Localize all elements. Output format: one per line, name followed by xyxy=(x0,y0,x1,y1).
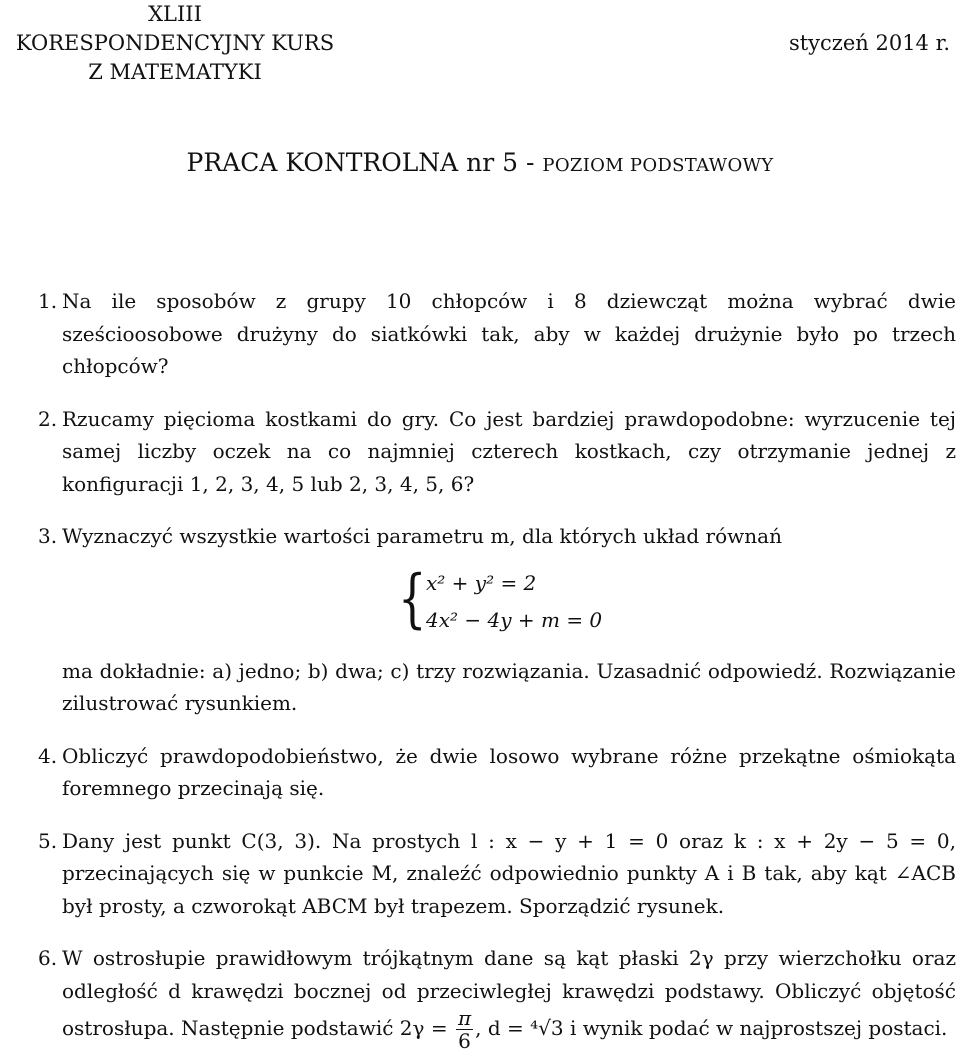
title-main: PRACA KONTROLNA nr 5 - xyxy=(186,148,543,177)
problem-2 xyxy=(38,403,956,501)
problem-5 xyxy=(38,825,956,923)
problem-number: 4. xyxy=(38,743,58,768)
problem-text: Wyznaczyć wszystkie wartości parametru m, dla których układ równań xyxy=(62,524,782,548)
equation-1: x² + y² = 2 xyxy=(426,570,537,595)
problem-number: 5. xyxy=(38,828,58,853)
brace-glyph: { xyxy=(398,561,427,636)
problem-text: Rzucamy pięcioma kostkami do gry. Co jest bardziej prawdopodobne: wyrzucenie tej samej liczby oczek na co najmniej czterech kostkach, czy otrzymanie jednej z konfiguracji 1, 2, 3, 4, 5 lub 2, 3, 4, 5, 6? xyxy=(62,406,956,496)
problem-text: W ostrosłupie prawidłowym trójkątnym dane są kąt płaski 2γ przy wierzchołku oraz odległość d krawędzi bocznej od przeciwległej krawędzi podstawy. Obliczyć objętość ostrosłupa. Następnie podstawić 2γ = xyxy=(62,946,956,1040)
header-date: styczeń 2014 r. xyxy=(788,31,950,55)
fraction xyxy=(456,1007,473,1052)
problem-text-after: ma dokładnie: a) jedno; b) dwa; c) trzy rozwiązania. Uzasadnić odpowiedź. Rozwiązanie zilustrować rysunkiem. xyxy=(62,658,956,715)
problem-number: 1. xyxy=(38,289,58,313)
problem-number: 6. xyxy=(38,946,58,970)
equation-system xyxy=(398,561,956,641)
problem-number: 3. xyxy=(38,524,58,548)
problem-4 xyxy=(38,740,956,805)
equation-2: 4x² − 4y + m = 0 xyxy=(426,607,603,632)
problem-3 xyxy=(38,520,956,720)
title-level: POZIOM PODSTAWOWY xyxy=(542,155,774,176)
problem-6 xyxy=(38,942,956,1053)
problem-text-mid: , d = ⁴√3 xyxy=(475,1016,564,1040)
roman-numeral: XLIII xyxy=(148,2,202,26)
page-title xyxy=(0,146,960,183)
header-block xyxy=(0,0,350,87)
fraction-numerator: π xyxy=(457,1006,472,1030)
problem-text: Na ile sposobów z grupy 10 chłopców i 8 dziewcząt można wybrać dwie sześcioosobowe drużyny do siatkówki tak, aby w każdej drużynie było po trzech chłopców? xyxy=(62,289,956,378)
course-line: KORESPONDENCYJNY KURS xyxy=(15,31,335,55)
problem-1 xyxy=(38,285,956,383)
problem-text: Obliczyć prawdopodobieństwo, że dwie losowo wybrane różne przekątne ośmiokąta foremnego przecinają się. xyxy=(62,743,956,800)
problem-list xyxy=(38,285,956,1053)
problem-number: 2. xyxy=(38,406,58,431)
problem-text-end: i wynik podać w najprostszej postaci. xyxy=(563,1016,948,1040)
problem-text: Dany jest punkt C(3, 3). Na prostych l : x − y + 1 = 0 oraz k : x + 2y − 5 = 0, przecinających się w punkcie M, znaleźć odpowiednio punkty A i B tak, aby kąt ∠ACB był prosty, a czworokąt ABCM był trapezem. Sporządzić rysunek. xyxy=(62,828,956,918)
fraction-denominator: 6 xyxy=(458,1029,471,1053)
subject-line: Z MATEMATYKI xyxy=(88,60,262,84)
